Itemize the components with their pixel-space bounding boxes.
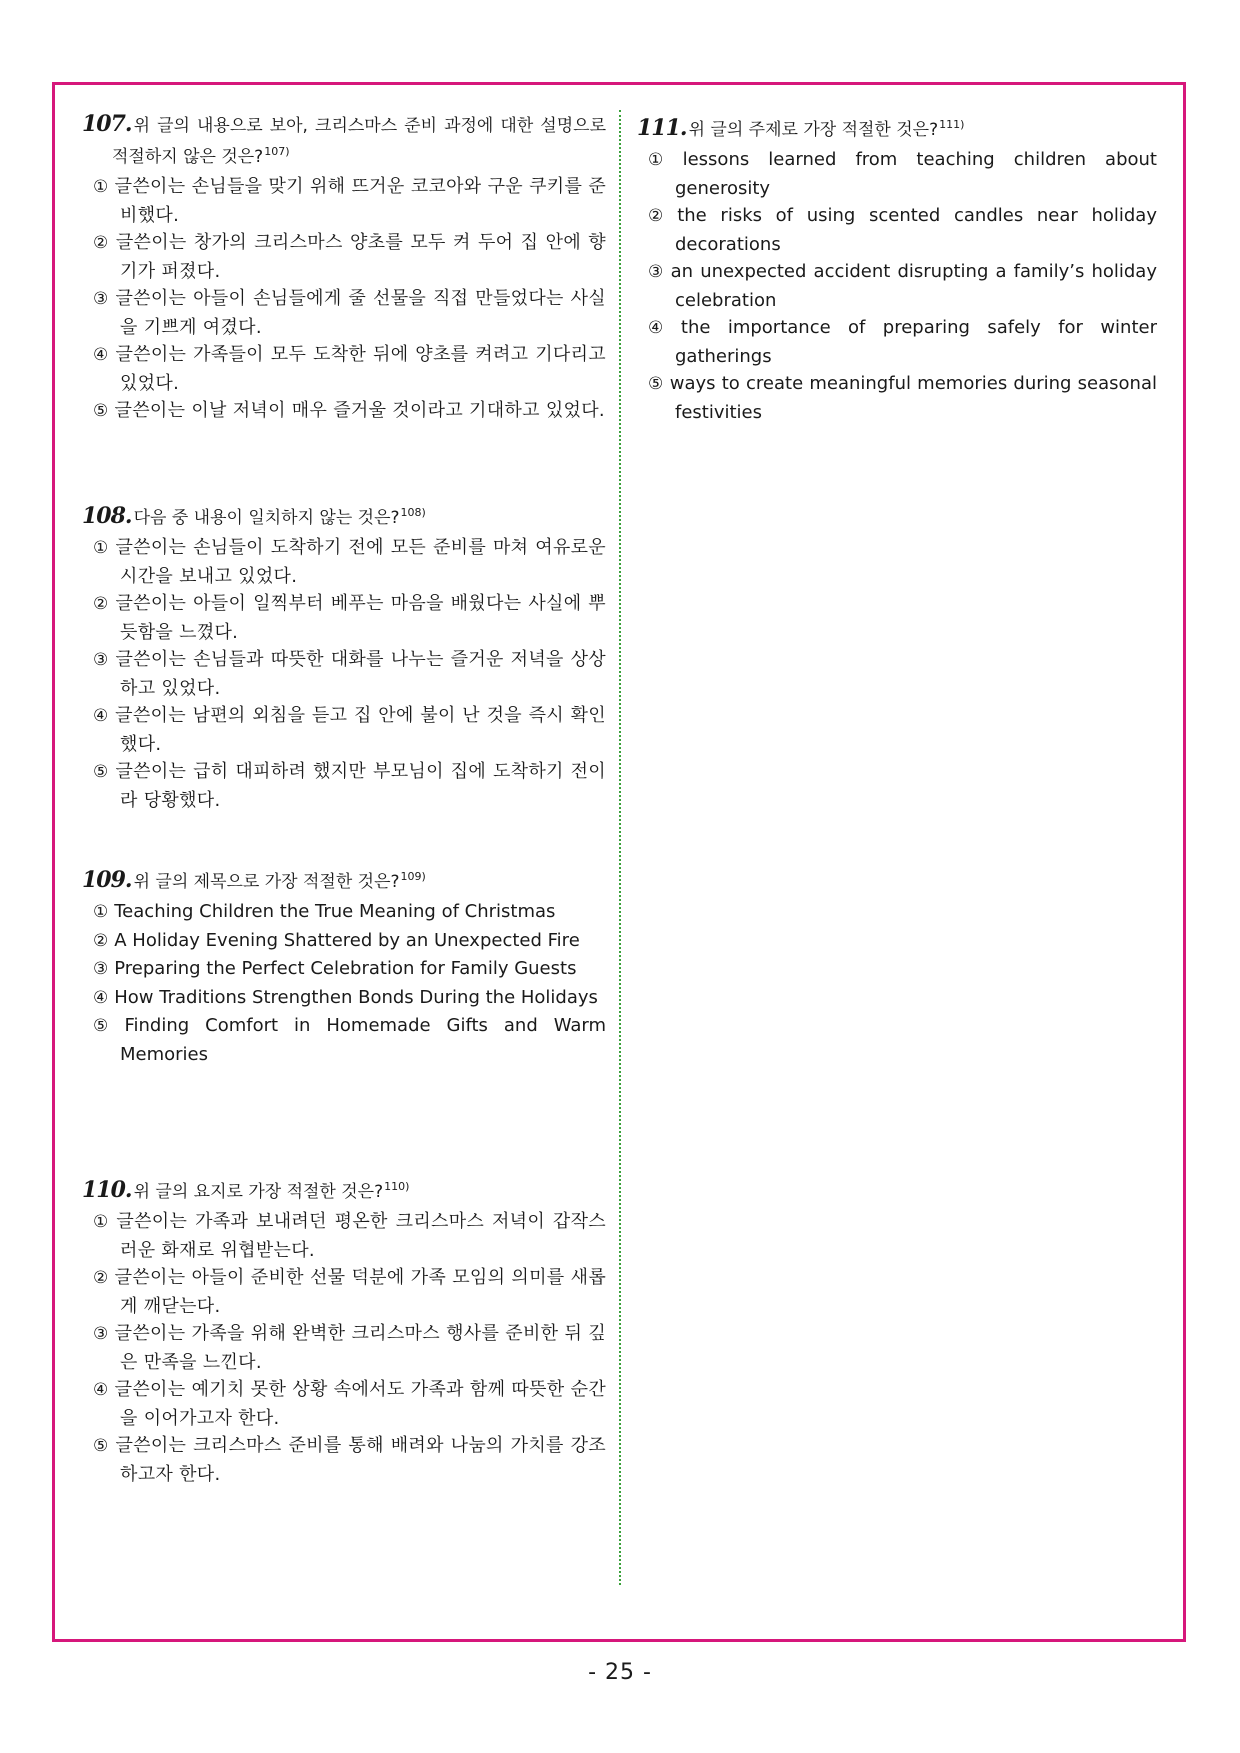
choice-mark: ② <box>93 1268 109 1288</box>
choice-text: 글쓴이는 손님들과 따뜻한 대화를 나누는 즐거운 저녁을 상상하고 있었다. <box>115 649 606 699</box>
choice-text: 글쓴이는 크리스마스 준비를 통해 배려와 나눔의 가치를 강조하고자 한다. <box>115 1435 606 1485</box>
choice-text: 글쓴이는 아들이 일찍부터 베푸는 마음을 배웠다는 사실에 뿌듯함을 느꼈다. <box>115 593 606 643</box>
question-111 <box>637 112 1157 426</box>
choice-text: 글쓴이는 가족들이 모두 도착한 뒤에 양초를 켜려고 기다리고 있었다. <box>115 344 606 394</box>
question-header <box>82 112 606 170</box>
choice-list <box>82 898 606 1068</box>
choice-item[interactable] <box>82 590 606 646</box>
choice-text: 글쓴이는 급히 대피하려 했지만 부모님이 집에 도착하기 전이라 당황했다. <box>115 761 606 811</box>
choice-item[interactable] <box>82 1320 606 1376</box>
choice-item[interactable] <box>82 229 606 285</box>
choice-text: lessons learned from teaching children about generosity <box>675 149 1157 199</box>
choice-item[interactable] <box>82 955 606 984</box>
choice-text: Teaching Children the True Meaning of Christmas <box>114 901 556 922</box>
choice-list <box>82 1208 606 1488</box>
question-header <box>82 864 606 895</box>
choice-mark: ⑤ <box>648 374 664 394</box>
choice-mark: ④ <box>648 318 675 338</box>
question-number: 111. <box>637 115 687 141</box>
choice-mark: ④ <box>93 345 110 365</box>
question-text: 위 글의 내용으로 보아, 크리스마스 준비 과정에 대한 설명으로 적절하지 않은 것은? <box>112 116 606 167</box>
choice-mark: ③ <box>93 1324 109 1344</box>
question-header <box>82 1174 606 1205</box>
choice-item[interactable] <box>637 202 1157 258</box>
right-column <box>637 112 1157 426</box>
choice-item[interactable] <box>82 173 606 229</box>
question-107 <box>82 112 606 426</box>
question-108 <box>82 500 606 814</box>
choice-mark: ① <box>648 150 677 170</box>
choice-mark: ④ <box>93 706 110 726</box>
choice-text: 글쓴이는 창가의 크리스마스 양초를 모두 켜 두어 집 안에 향기가 퍼졌다. <box>115 232 606 282</box>
choice-text: 글쓴이는 아들이 손님들에게 줄 선물을 직접 만들었다는 사실을 기쁘게 여겼다. <box>115 288 606 338</box>
choice-mark: ② <box>648 206 672 226</box>
choice-text: the importance of preparing safely for winter gatherings <box>675 317 1157 367</box>
choice-item[interactable] <box>82 341 606 397</box>
choice-mark: ② <box>93 594 110 614</box>
choice-text: 글쓴이는 아들이 준비한 선물 덕분에 가족 모임의 의미를 새롭게 깨닫는다. <box>114 1267 607 1317</box>
choice-mark: ⑤ <box>93 762 110 782</box>
choice-item[interactable] <box>82 1208 606 1264</box>
question-number: 107. <box>82 111 132 137</box>
choice-item[interactable] <box>82 1012 606 1068</box>
page-number: - 25 - <box>588 1660 652 1685</box>
choice-mark: ② <box>93 930 109 951</box>
choice-mark: ⑤ <box>93 1016 119 1036</box>
choice-mark: ④ <box>93 1380 109 1400</box>
question-number: 110. <box>82 1177 132 1203</box>
choice-text: ways to create meaningful memories during seasonal festivities <box>669 373 1157 423</box>
choice-item[interactable] <box>82 646 606 702</box>
question-110 <box>82 1174 606 1488</box>
choice-mark: ② <box>93 233 110 253</box>
choice-list <box>82 534 606 814</box>
choice-item[interactable] <box>82 1432 606 1488</box>
column-divider <box>619 110 621 1585</box>
choice-mark: ④ <box>93 987 109 1008</box>
choice-text: 글쓴이는 예기치 못한 상황 속에서도 가족과 함께 따뜻한 순간을 이어가고자 한다. <box>114 1379 607 1429</box>
choice-item[interactable] <box>82 702 606 758</box>
question-text: 위 글의 요지로 가장 적절한 것은? <box>133 1182 384 1202</box>
choice-text: 글쓴이는 손님들이 도착하기 전에 모든 준비를 마쳐 여유로운 시간을 보내고 있었다. <box>115 537 606 587</box>
choice-item[interactable] <box>637 370 1157 426</box>
question-text: 다음 중 내용이 일치하지 않는 것은? <box>133 508 400 528</box>
choice-list <box>637 146 1157 426</box>
question-text: 위 글의 주제로 가장 적절한 것은? <box>688 120 939 140</box>
choice-mark: ① <box>93 538 110 558</box>
choice-text: 글쓴이는 이날 저녁이 매우 즐거울 것이라고 기대하고 있었다. <box>114 400 605 421</box>
choice-text: 글쓴이는 가족과 보내려던 평온한 크리스마스 저녁이 갑작스러운 화재로 위협받는다. <box>116 1211 606 1261</box>
choice-text: 글쓴이는 남편의 외침을 듣고 집 안에 불이 난 것을 즉시 확인했다. <box>115 705 606 755</box>
choice-text: the risks of using scented candles near holiday decorations <box>675 205 1157 255</box>
question-109 <box>82 864 606 1068</box>
choice-mark: ③ <box>648 262 665 282</box>
question-ref: 107) <box>264 145 290 158</box>
choice-text: 글쓴이는 손님들을 맞기 위해 뜨거운 코코아와 구운 쿠키를 준비했다. <box>114 176 607 226</box>
choice-mark: ⑤ <box>93 401 109 421</box>
choice-mark: ① <box>93 1212 111 1232</box>
choice-text: 글쓴이는 가족을 위해 완벽한 크리스마스 행사를 준비한 뒤 깊은 만족을 느낀다. <box>114 1323 607 1373</box>
choice-mark: ③ <box>93 650 110 670</box>
choice-text: Finding Comfort in Homemade Gifts and Warm Memories <box>120 1015 606 1065</box>
choice-item[interactable] <box>82 758 606 814</box>
choice-text: How Traditions Strengthen Bonds During the Holidays <box>114 986 598 1008</box>
question-number: 108. <box>82 503 132 529</box>
choice-mark: ③ <box>93 959 109 979</box>
choice-item[interactable] <box>82 898 606 927</box>
choice-text: A Holiday Evening Shattered by an Unexpected Fire <box>114 929 580 951</box>
choice-item[interactable] <box>637 258 1157 314</box>
choice-item[interactable] <box>637 146 1157 202</box>
question-text: 위 글의 제목으로 가장 적절한 것은? <box>133 872 400 892</box>
choice-item[interactable] <box>82 927 606 956</box>
choice-text: an unexpected accident disrupting a family’s holiday celebration <box>670 261 1157 311</box>
choice-text: Preparing the Perfect Celebration for Family Guests <box>114 958 577 979</box>
choice-item[interactable] <box>82 534 606 590</box>
choice-item[interactable] <box>637 314 1157 370</box>
choice-mark: ① <box>93 177 109 197</box>
choice-mark: ③ <box>93 289 110 309</box>
choice-list <box>82 173 606 426</box>
question-ref: 110) <box>384 1180 410 1193</box>
question-header <box>82 500 606 531</box>
question-ref: 111) <box>939 118 965 131</box>
choice-mark: ① <box>93 902 109 922</box>
question-number: 109. <box>82 867 132 893</box>
choice-item[interactable] <box>82 984 606 1013</box>
choice-item[interactable] <box>82 397 606 426</box>
question-ref: 108) <box>400 506 426 519</box>
question-header <box>637 112 1157 143</box>
choice-item[interactable] <box>82 285 606 341</box>
choice-mark: ⑤ <box>93 1436 110 1456</box>
choice-item[interactable] <box>82 1264 606 1320</box>
choice-item[interactable] <box>82 1376 606 1432</box>
question-ref: 109) <box>400 870 426 883</box>
